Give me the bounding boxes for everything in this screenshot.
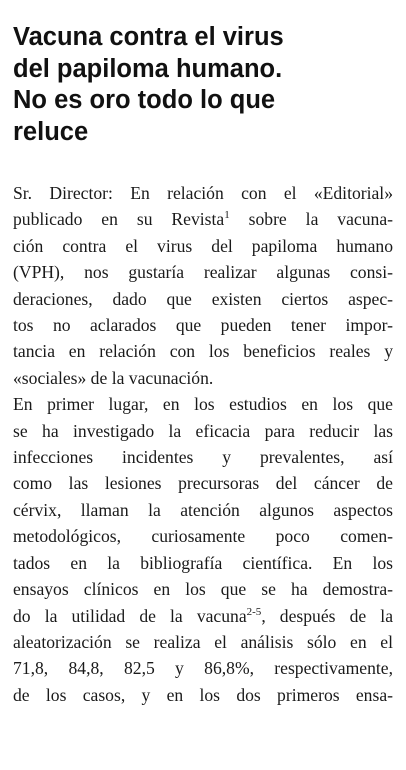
article-title [13,22,393,148]
body-line: ensayos clínicos en los que se ha demostra- [13,579,393,600]
body-line: de los casos, y en los dos primeros ensa- [13,684,393,705]
title-line: reluce [13,117,89,146]
title-line: Vacuna contra el virus [13,23,284,51]
body-line: Sr. Director: En relación con el «Editorial» [13,183,393,203]
body-line: tados en la bibliografía científica. En los [13,552,393,573]
body-line: tos no aclarados que pueden tener impor- [13,315,393,336]
reference-superscript: 2-5 [246,605,262,618]
body-text-fragment: sobre la vacuna- [229,209,393,230]
body-line: «sociales» de la vacunación. [13,367,214,388]
paragraph-1 [13,180,393,391]
title-line: No es oro todo lo que [13,86,276,114]
body-line: deraciones, dado que existen ciertos aspec- [13,288,393,309]
body-line: como las lesiones precursoras del cáncer de [13,473,393,494]
reference-superscript: 1 [224,209,230,222]
paragraph-2 [13,391,393,708]
body-line: tancia en relación con los beneficios reales y [13,341,393,362]
article-body [13,180,393,708]
body-line: metodológicos, curiosamente poco comen- [13,526,393,547]
body-text-fragment: , después de la [261,605,393,626]
body-line: (VPH), nos gustaría realizar algunas consi- [13,262,393,283]
body-line: En primer lugar, en los estudios en los que [13,394,393,415]
body-line: cérvix, llaman la atención algunos aspectos [13,499,393,520]
body-line: aleatorización se realiza el análisis sólo en el [13,631,393,652]
body-line [13,603,393,629]
letter-article [13,22,393,705]
body-text-fragment: publicado en su Revista [13,209,225,230]
body-line [13,206,393,232]
body-line: infecciones incidentes y prevalentes, así [13,447,393,468]
body-line: ción contra el virus del papiloma humano [13,235,393,256]
body-line: se ha investigado la eficacia para reducir las [13,420,393,441]
title-line: del papiloma humano. [13,54,283,83]
body-text-fragment: do la utilidad de la vacuna [13,605,247,626]
body-line: 71,8, 84,8, 82,5 y 86,8%, respectivamente, [13,658,393,679]
